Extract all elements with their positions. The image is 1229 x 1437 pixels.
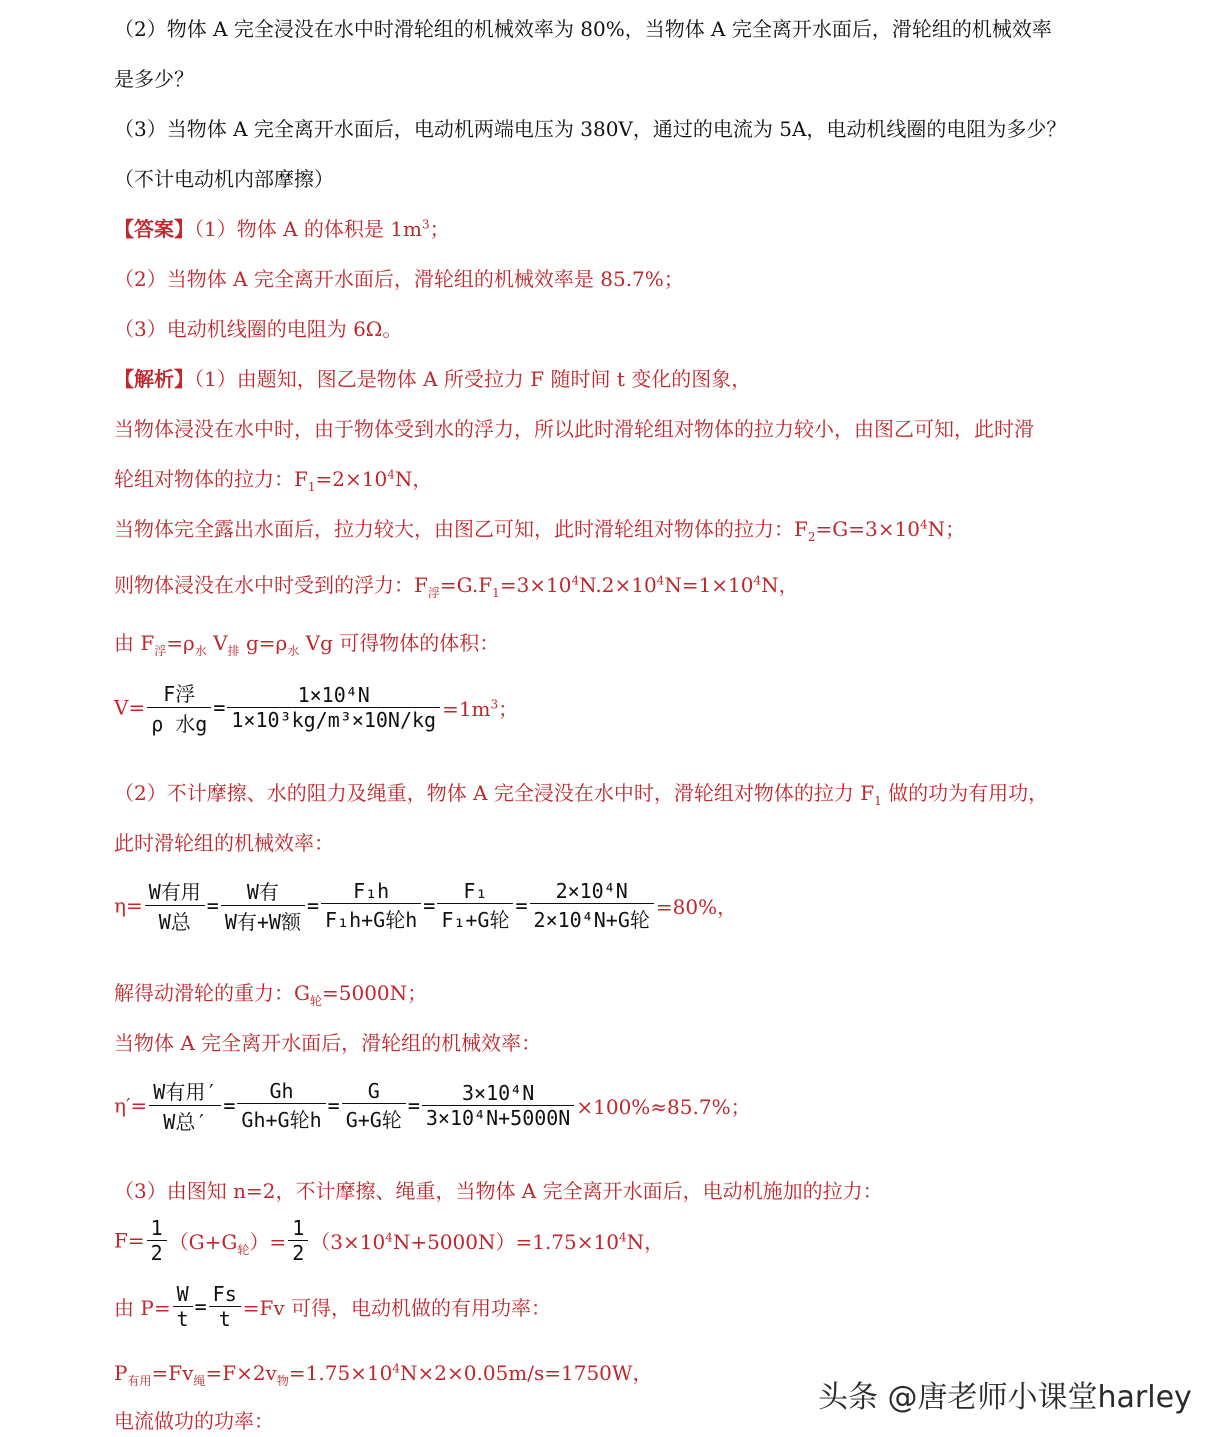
watermark: 头条 @唐老师小课堂harley bbox=[818, 1380, 1192, 1415]
question-2-line-2: 是多少？ bbox=[114, 67, 194, 91]
analysis-line-8: 此时滑轮组的机械效率： bbox=[114, 831, 334, 855]
fraction: $\frac{\text{F₁h}}{\text{F₁h+G轮h}}$ bbox=[321, 879, 421, 933]
question-2-line-1: （2）物体 A 完全浸没在水中时滑轮组的机械效率为 80%，当物体 A 完全离开水面后，滑轮组的机械效率 bbox=[114, 17, 1052, 41]
analysis-line-1: 【解析】（1）由题知，图乙是物体 A 所受拉力 F 随时间 t 变化的图象， bbox=[114, 367, 752, 391]
analysis-line-6: 由 $F_浮=\rho_水$ $V_排$ $g=\rho_水$ Vg 可得物体的体积： bbox=[114, 631, 500, 658]
analysis-tag: 【解析】 bbox=[114, 367, 194, 391]
equation-power: 由 P= $\frac{W}{t}$ = $\frac{Fs}{t}$ =Fv 可得，电动机做的有用功率： bbox=[114, 1282, 552, 1331]
analysis-line-9: 解得动滑轮的重力：$G_轮=5000N$； bbox=[114, 981, 428, 1008]
answer-line-3: （3）电动机线圈的电阻为 6Ω。 bbox=[114, 317, 403, 341]
fraction: $\frac{1}{2}$ bbox=[147, 1216, 167, 1265]
analysis-line-5: 则物体浸没在水中时受到的浮力：$F_浮=G.F_1=3\times 10^4N.2\times 10^4N=1\times 10^4N$， bbox=[114, 573, 799, 600]
question-3-line-1: （3）当物体 A 完全离开水面后，电动机两端电压为 380V，通过的电流为 5A，电动机线圈的电阻为多少？ bbox=[114, 117, 1067, 141]
fraction: $\frac{1}{2}$ bbox=[288, 1216, 308, 1265]
fraction: $\frac{\text{W有用}}{\text{W总}}$ bbox=[145, 876, 205, 935]
fraction: $\frac{\text{W有用′}}{\text{W总′}}$ bbox=[149, 1076, 221, 1135]
fraction: $\frac{\text{W有}}{\text{W有+W额}}$ bbox=[221, 876, 305, 935]
fraction: $\frac{Gh}{\text{Gh+G轮h}}$ bbox=[237, 1079, 325, 1133]
fraction: $\frac{\text{F₁}}{\text{F₁+G轮}}$ bbox=[437, 879, 513, 933]
question-3-line-2: （不计电动机内部摩擦） bbox=[114, 167, 334, 191]
fraction: $\frac{\text{2×10⁴N}}{\text{2×10⁴N+G轮}}$ bbox=[530, 879, 654, 933]
fraction: $\frac{W}{t}$ bbox=[173, 1282, 193, 1331]
equation-volume: V= $\frac{\text{F浮}}{\text{ρ 水g}}$ = $\frac{\text{1×10⁴N}}{\text{1×10³kg/m³×10N/kg}}$ $=1m^3$； bbox=[114, 678, 518, 737]
answer-line-2: （2）当物体 A 完全离开水面后，滑轮组的机械效率是 85.7%； bbox=[114, 267, 684, 291]
analysis-line-7: （2）不计摩擦、水的阻力及绳重，物体 A 完全浸没在水中时，滑轮组对物体的拉力 $F_1$ 做的功为有用功， bbox=[114, 781, 1049, 808]
fraction: $\frac{\text{F浮}}{\text{ρ 水g}}$ bbox=[147, 678, 211, 737]
equation-force: F= $\frac{1}{2}$ $(G+G_轮)=$ $\frac{1}{2}$ $(3\times 10^4N+5000N)=1.75\times 10^4N$， bbox=[114, 1216, 665, 1265]
equation-efficiency-2: η′= $\frac{\text{W有用′}}{\text{W总′}}$ = $\frac{Gh}{\text{Gh+G轮h}}$ = $\frac{G}{\text{G+G轮}}$ = $\frac{\text{3×10⁴N}}{\text{3×10⁴N+5000N}}$ ×100%≈85.7%； bbox=[114, 1076, 751, 1135]
answer-tag: 【答案】 bbox=[114, 217, 194, 241]
fraction: $\frac{\text{1×10⁴N}}{\text{1×10³kg/m³×10N/kg}}$ bbox=[227, 683, 440, 732]
analysis-line-13: 电流做功的功率： bbox=[114, 1409, 274, 1433]
answer-line-1: 【答案】（1）物体 A 的体积是 $1m^3$； bbox=[114, 217, 450, 241]
analysis-line-12: $P_{有用}=Fv_绳=F\times 2v_物=1.75\times 10^4N\times 2\times 0.05m/s=1750W$， bbox=[114, 1361, 653, 1388]
analysis-line-3: 轮组对物体的拉力：$F_1=2\times 10^4N$， bbox=[114, 467, 433, 494]
equation-efficiency-1: η= $\frac{\text{W有用}}{\text{W总}}$ = $\frac{\text{W有}}{\text{W有+W额}}$ = $\frac{\text{F₁h}}{\text{F₁h+G轮h}}$ = $\frac{\text{F₁}}{\text{F₁+G轮}}$ = $\frac{\text{2×10⁴N}}{\text{2×10⁴N+G轮}}$ =80%， bbox=[114, 876, 737, 935]
analysis-line-2: 当物体浸没在水中时，由于物体受到水的浮力，所以此时滑轮组对物体的拉力较小，由图乙可知，此时滑 bbox=[114, 417, 1034, 441]
analysis-line-10: 当物体 A 完全离开水面后，滑轮组的机械效率： bbox=[114, 1031, 542, 1055]
fraction: $\frac{G}{\text{G+G轮}}$ bbox=[342, 1079, 406, 1133]
fraction: $\frac{Fs}{t}$ bbox=[209, 1282, 241, 1331]
fraction: $\frac{\text{3×10⁴N}}{\text{3×10⁴N+5000N}}$ bbox=[422, 1081, 575, 1130]
analysis-line-4: 当物体完全露出水面后，拉力较大，由图乙可知，此时滑轮组对物体的拉力：$F_2=G=3\times 10^4N$； bbox=[114, 517, 966, 544]
analysis-line-11: （3）由图知 n=2，不计摩擦、绳重，当物体 A 完全离开水面后，电动机施加的拉力： bbox=[114, 1179, 883, 1203]
